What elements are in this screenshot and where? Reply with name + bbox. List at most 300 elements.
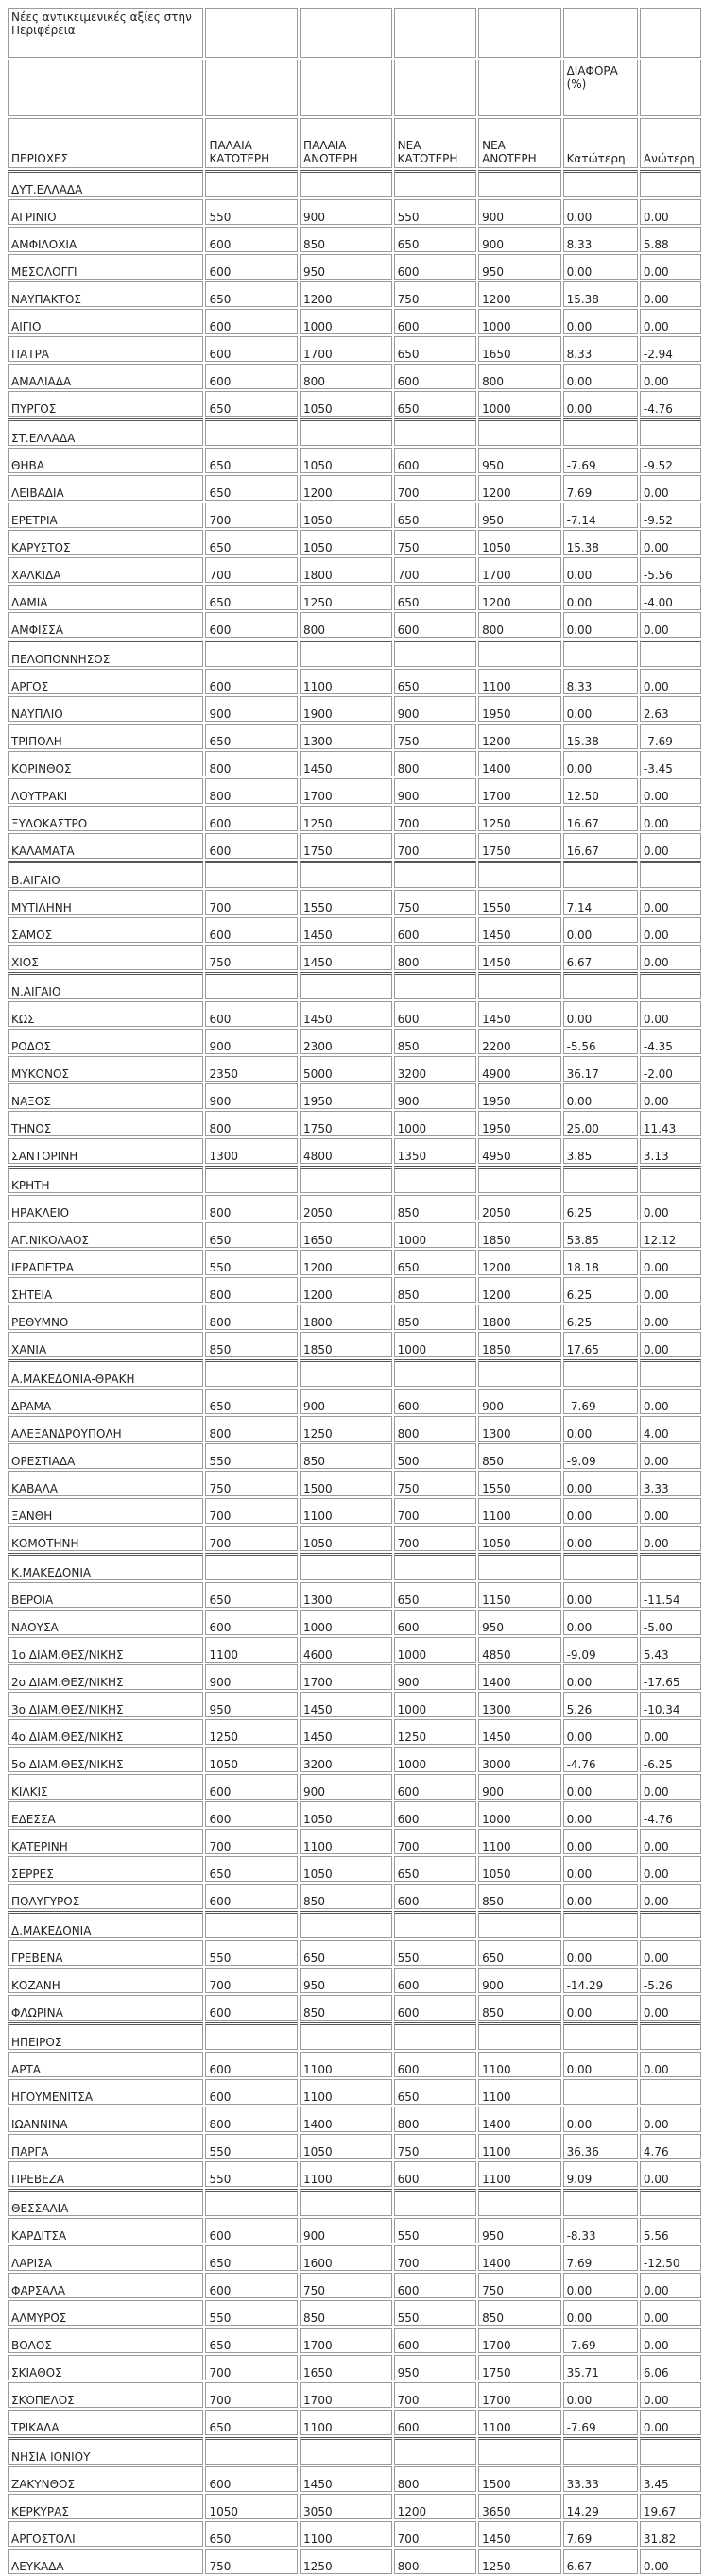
value-cell: 800 [394, 1416, 476, 1442]
value-cell: 1650 [478, 336, 560, 362]
value-cell: 1200 [478, 475, 560, 501]
value-cell: 1400 [300, 2107, 392, 2132]
value-cell: 750 [205, 1471, 298, 1496]
value-cell: 1850 [478, 1332, 560, 1357]
value-cell: -7.14 [563, 503, 638, 528]
table-row [8, 1582, 701, 1608]
objective-values-table [6, 6, 703, 2576]
value-cell: 0.00 [563, 1001, 638, 1027]
value-cell: 6.67 [563, 945, 638, 970]
value-cell: 800 [205, 1111, 298, 1136]
value-cell: 0.00 [563, 1083, 638, 1109]
area-name-cell: ΣΕΡΡΕΣ [8, 1856, 203, 1882]
value-cell: 1100 [478, 2161, 560, 2187]
area-name-cell: ΣΑΜΟΣ [8, 917, 203, 943]
value-cell: 700 [205, 557, 298, 583]
value-cell: 0.00 [563, 557, 638, 583]
value-cell: 1700 [300, 2382, 392, 2408]
value-cell: 650 [205, 1856, 298, 1882]
value-cell: 1950 [478, 1111, 560, 1136]
value-cell: 750 [394, 281, 476, 307]
area-name-cell: ΘΗΒΑ [8, 448, 203, 473]
value-cell: 3200 [300, 1747, 392, 1772]
value-cell: 1350 [394, 1138, 476, 1164]
value-cell: 0.00 [640, 2300, 701, 2326]
value-cell: 950 [478, 254, 560, 280]
value-cell: 6.25 [563, 1305, 638, 1330]
region-name: Δ.ΜΑΚΕΔΟΝΙΑ [8, 1911, 203, 1938]
table-row [8, 364, 701, 389]
area-name-cell: ΛΕΙΒΑΔΙΑ [8, 475, 203, 501]
value-cell: 650 [394, 1250, 476, 1275]
table-row [8, 1111, 701, 1136]
value-cell: 800 [300, 364, 392, 389]
region-name: Β.ΑΙΓΑΙΟ [8, 861, 203, 888]
value-cell: 0.00 [640, 1001, 701, 1027]
area-name-cell: ΕΡΕΤΡΙΑ [8, 503, 203, 528]
value-cell: 11.43 [640, 1111, 701, 1136]
value-cell: 700 [205, 503, 298, 528]
table-row [8, 2328, 701, 2353]
table-row [8, 475, 701, 501]
value-cell: 850 [394, 1195, 476, 1220]
area-name-cell: ΑΓ.ΝΙΚΟΛΑΟΣ [8, 1222, 203, 1248]
column-header: ΝΕΑ ΑΝΩΤΕΡΗ [478, 118, 560, 168]
table-row [8, 806, 701, 831]
value-cell: 1100 [300, 1829, 392, 1854]
value-cell: 550 [205, 2300, 298, 2326]
value-cell: 0.00 [640, 530, 701, 555]
table-row [8, 1277, 701, 1303]
table-row [8, 917, 701, 943]
value-cell: 800 [394, 2549, 476, 2574]
area-name-cell: ΑΜΑΛΙΑΔΑ [8, 364, 203, 389]
value-cell: -7.69 [563, 2328, 638, 2353]
value-cell: 7.69 [563, 475, 638, 501]
value-cell: 0.00 [563, 1610, 638, 1635]
value-cell: 600 [394, 2410, 476, 2435]
value-cell: 900 [205, 1083, 298, 1109]
value-cell: 4.00 [640, 1416, 701, 1442]
table-row [8, 1056, 701, 1082]
value-cell: 900 [478, 1968, 560, 1993]
table-row [8, 890, 701, 915]
area-name-cell: ΚΑΒΑΛΑ [8, 1471, 203, 1496]
value-cell: 1200 [478, 724, 560, 749]
area-name-cell: ΚΑΡΥΣΤΟΣ [8, 530, 203, 555]
value-cell: 1050 [478, 530, 560, 555]
area-name-cell: 1ο ΔΙΑΜ.ΘΕΣ/ΝΙΚΗΣ [8, 1637, 203, 1663]
region-row [8, 1166, 701, 1193]
area-name-cell: ΜΥΚΟΝΟΣ [8, 1056, 203, 1082]
value-cell: 0.00 [563, 696, 638, 722]
value-cell: 0.00 [640, 1305, 701, 1330]
region-name: ΘΕΣΣΑΛΙΑ [8, 2189, 203, 2216]
value-cell: 1050 [300, 391, 392, 417]
diff-header-row [8, 60, 701, 116]
value-cell: 0.00 [640, 1498, 701, 1524]
column-header-row [8, 118, 701, 168]
value-cell: 750 [205, 945, 298, 970]
column-header: ΠΕΡΙΟΧΕΣ [8, 118, 203, 168]
value-cell: 1700 [478, 2382, 560, 2408]
value-cell: 1900 [300, 696, 392, 722]
value-cell: 1300 [478, 1692, 560, 1717]
region-row [8, 418, 701, 446]
area-name-cell: ΙΕΡΑΠΕΤΡΑ [8, 1250, 203, 1275]
value-cell: 900 [478, 199, 560, 225]
value-cell: 31.82 [640, 2521, 701, 2547]
value-cell: 1300 [205, 1138, 298, 1164]
value-cell: -2.00 [640, 1056, 701, 1082]
value-cell: 600 [205, 2273, 298, 2298]
value-cell: 650 [205, 448, 298, 473]
area-name-cell: ΑΛΜΥΡΟΣ [8, 2300, 203, 2326]
value-cell: 0.00 [563, 1664, 638, 1690]
value-cell: 3000 [478, 1747, 560, 1772]
region-row [8, 2437, 701, 2465]
value-cell: 19.67 [640, 2494, 701, 2519]
value-cell: 4800 [300, 1138, 392, 1164]
value-cell: 1100 [478, 2079, 560, 2105]
value-cell: 600 [205, 309, 298, 334]
value-cell: 1000 [478, 1801, 560, 1827]
region-name: Α.ΜΑΚΕΔΟΝΙΑ-ΘΡΑΚΗ [8, 1359, 203, 1387]
area-name-cell: ΧΑΛΚΙΔΑ [8, 557, 203, 583]
value-cell: 650 [205, 2521, 298, 2547]
region-row [8, 2022, 701, 2050]
value-cell: 8.33 [563, 227, 638, 252]
value-cell: 800 [300, 612, 392, 638]
area-name-cell: ΒΕΡΟΙΑ [8, 1582, 203, 1608]
table-body [8, 8, 701, 2574]
value-cell: 1100 [300, 2161, 392, 2187]
value-cell: 800 [478, 612, 560, 638]
value-cell: 0.00 [640, 2273, 701, 2298]
value-cell: 950 [478, 448, 560, 473]
value-cell: 0.00 [640, 1884, 701, 1909]
value-cell: 1050 [205, 1747, 298, 1772]
value-cell: 1050 [300, 2134, 392, 2159]
value-cell: 650 [394, 1856, 476, 1882]
table-row [8, 724, 701, 749]
region-name: Ν.ΑΙΓΑΙΟ [8, 972, 203, 999]
value-cell: 1100 [478, 2410, 560, 2435]
value-cell: -5.56 [563, 1029, 638, 1054]
value-cell: 650 [394, 1582, 476, 1608]
area-name-cell: 5ο ΔΙΑΜ.ΘΕΣ/ΝΙΚΗΣ [8, 1747, 203, 1772]
table-row [8, 391, 701, 417]
value-cell: -4.35 [640, 1029, 701, 1054]
value-cell: 2200 [478, 1029, 560, 1054]
area-name-cell: ΛΑΜΙΑ [8, 585, 203, 610]
value-cell: 1000 [394, 1637, 476, 1663]
value-cell: 1250 [300, 1416, 392, 1442]
value-cell: 600 [205, 1774, 298, 1800]
value-cell: 800 [394, 2466, 476, 2492]
value-cell: 1450 [478, 945, 560, 970]
value-cell: 600 [394, 917, 476, 943]
value-cell: 600 [394, 364, 476, 389]
value-cell: 1400 [478, 1664, 560, 1690]
value-cell: 4900 [478, 1056, 560, 1082]
area-name-cell: ΣΚΟΠΕΛΟΣ [8, 2382, 203, 2408]
value-cell: 1450 [300, 2466, 392, 2492]
value-cell: 950 [478, 2218, 560, 2243]
value-cell: 1250 [300, 806, 392, 831]
value-cell: 2050 [300, 1195, 392, 1220]
value-cell: 600 [394, 2161, 476, 2187]
region-name: ΠΕΛΟΠΟΝΝΗΣΟΣ [8, 640, 203, 667]
area-name-cell: ΔΡΑΜΑ [8, 1389, 203, 1414]
value-cell: 800 [205, 1305, 298, 1330]
value-cell: 600 [205, 806, 298, 831]
value-cell: 650 [205, 1222, 298, 1248]
area-name-cell: ΜΥΤΙΛΗΝΗ [8, 890, 203, 915]
value-cell: 650 [394, 669, 476, 694]
table-row [8, 1801, 701, 1827]
value-cell: 650 [394, 2079, 476, 2105]
value-cell: 600 [205, 254, 298, 280]
table-row [8, 1083, 701, 1109]
value-cell: 850 [205, 1332, 298, 1357]
value-cell: 650 [205, 281, 298, 307]
value-cell: 6.25 [563, 1195, 638, 1220]
value-cell: -4.76 [640, 1801, 701, 1827]
value-cell: 15.38 [563, 724, 638, 749]
value-cell: 850 [394, 1029, 476, 1054]
value-cell: 1000 [478, 391, 560, 417]
value-cell: 850 [394, 1305, 476, 1330]
value-cell: 0.00 [640, 612, 701, 638]
area-name-cell: ΚΟΡΙΝΘΟΣ [8, 751, 203, 776]
value-cell: 550 [205, 2134, 298, 2159]
table-row [8, 1884, 701, 1909]
value-cell: 1700 [478, 778, 560, 804]
value-cell: 1550 [478, 1471, 560, 1496]
table-row [8, 1222, 701, 1248]
area-name-cell: ΣΗΤΕΙΑ [8, 1277, 203, 1303]
value-cell: 1700 [478, 557, 560, 583]
area-name-cell: ΖΑΚΥΝΘΟΣ [8, 2466, 203, 2492]
area-name-cell: ΦΛΩΡΙΝΑ [8, 1995, 203, 2021]
value-cell: 1550 [300, 890, 392, 915]
value-cell: 700 [394, 806, 476, 831]
value-cell: 1200 [478, 585, 560, 610]
value-cell: 700 [394, 475, 476, 501]
value-cell: 0.00 [640, 669, 701, 694]
value-cell: 950 [478, 1610, 560, 1635]
value-cell: 12.12 [640, 1222, 701, 1248]
value-cell: 1300 [300, 724, 392, 749]
value-cell: 0.00 [640, 281, 701, 307]
value-cell: 1200 [300, 281, 392, 307]
value-cell: 0.00 [563, 309, 638, 334]
value-cell: 650 [394, 227, 476, 252]
table-row [8, 1692, 701, 1717]
table-row [8, 2521, 701, 2547]
value-cell: 600 [394, 1801, 476, 1827]
value-cell: 1750 [300, 833, 392, 859]
value-cell: 1550 [478, 890, 560, 915]
value-cell: 0.00 [640, 1083, 701, 1109]
value-cell: 600 [205, 669, 298, 694]
value-cell: 550 [205, 1940, 298, 1966]
value-cell: 750 [394, 724, 476, 749]
table-row [8, 1637, 701, 1663]
value-cell: 550 [394, 199, 476, 225]
table-row [8, 1416, 701, 1442]
table-row [8, 254, 701, 280]
value-cell: 900 [205, 696, 298, 722]
table-row [8, 1995, 701, 2021]
region-name: ΔΥΤ.ΕΛΛΑΔΑ [8, 170, 203, 197]
value-cell: 7.69 [563, 2521, 638, 2547]
value-cell: 1050 [300, 503, 392, 528]
table-row [8, 1389, 701, 1414]
area-name-cell: ΝΑΥΠΛΙΟ [8, 696, 203, 722]
value-cell: 3.45 [640, 2466, 701, 2492]
table-row [8, 448, 701, 473]
value-cell: 16.67 [563, 806, 638, 831]
value-cell: 1700 [300, 1664, 392, 1690]
region-name: ΚΡΗΤΗ [8, 1166, 203, 1193]
value-cell: 700 [394, 2521, 476, 2547]
value-cell: 1050 [300, 448, 392, 473]
area-name-cell: ΒΟΛΟΣ [8, 2328, 203, 2353]
value-cell: -6.25 [640, 1747, 701, 1772]
value-cell: 1950 [300, 1083, 392, 1109]
table-row [8, 336, 701, 362]
area-name-cell: ΛΑΡΙΣΑ [8, 2245, 203, 2271]
value-cell: 600 [394, 1610, 476, 1635]
value-cell: 900 [478, 1774, 560, 1800]
value-cell: 600 [205, 2052, 298, 2077]
value-cell: 1000 [394, 1332, 476, 1357]
value-cell: 1450 [478, 2521, 560, 2547]
value-cell: 0.00 [640, 890, 701, 915]
value-cell: 3050 [300, 2494, 392, 2519]
value-cell: 15.38 [563, 281, 638, 307]
value-cell: 750 [478, 2273, 560, 2298]
value-cell: 0.00 [640, 199, 701, 225]
area-name-cell: ΠΡΕΒΕΖΑ [8, 2161, 203, 2187]
value-cell: 4600 [300, 1637, 392, 1663]
value-cell: 3.13 [640, 1138, 701, 1164]
value-cell: 1400 [478, 2245, 560, 2271]
value-cell: 850 [300, 2300, 392, 2326]
value-cell: 600 [394, 448, 476, 473]
value-cell: 600 [205, 612, 298, 638]
value-cell: 800 [205, 778, 298, 804]
value-cell: 850 [478, 1884, 560, 1909]
table-row [8, 2161, 701, 2187]
value-cell: 1200 [300, 1250, 392, 1275]
value-cell: 1300 [478, 1416, 560, 1442]
value-cell: 1500 [300, 1471, 392, 1496]
table-row [8, 1305, 701, 1330]
value-cell: 600 [205, 1995, 298, 2021]
area-name-cell: ΟΡΕΣΤΙΑΔΑ [8, 1443, 203, 1469]
table-row [8, 1138, 701, 1164]
value-cell: 16.67 [563, 833, 638, 859]
value-cell: 1700 [478, 2328, 560, 2353]
value-cell: 1200 [478, 1277, 560, 1303]
value-cell: 1200 [394, 2494, 476, 2519]
table-row [8, 696, 701, 722]
value-cell: 1600 [300, 2245, 392, 2271]
column-header: ΝΕΑ ΚΑΤΩΤΕΡΗ [394, 118, 476, 168]
value-cell: 700 [394, 1498, 476, 1524]
region-row [8, 861, 701, 888]
value-cell: 800 [478, 364, 560, 389]
value-cell: -12.50 [640, 2245, 701, 2271]
value-cell: 850 [300, 227, 392, 252]
value-cell: 0.00 [563, 1774, 638, 1800]
value-cell: 800 [205, 1416, 298, 1442]
value-cell: 550 [205, 1250, 298, 1275]
value-cell: 9.09 [563, 2161, 638, 2187]
region-row [8, 170, 701, 197]
value-cell: 700 [205, 1829, 298, 1854]
value-cell: 750 [394, 530, 476, 555]
value-cell: -7.69 [563, 2410, 638, 2435]
value-cell: -9.09 [563, 1443, 638, 1469]
value-cell: 650 [394, 336, 476, 362]
region-name: ΣΤ.ΕΛΛΑΔΑ [8, 418, 203, 446]
value-cell: 750 [394, 890, 476, 915]
value-cell: 7.69 [563, 2245, 638, 2271]
value-cell: 900 [300, 2218, 392, 2243]
table-row [8, 1940, 701, 1966]
value-cell: 36.36 [563, 2134, 638, 2159]
value-cell: 600 [205, 364, 298, 389]
value-cell: 1450 [300, 1692, 392, 1717]
value-cell [563, 2079, 638, 2105]
value-cell: 1250 [300, 2549, 392, 2574]
value-cell: 1100 [205, 1637, 298, 1663]
value-cell: 1700 [300, 778, 392, 804]
value-cell: 6.67 [563, 2549, 638, 2574]
area-name-cell: ΡΟΔΟΣ [8, 1029, 203, 1054]
value-cell: 950 [394, 2355, 476, 2380]
table-row [8, 1774, 701, 1800]
value-cell: 900 [478, 1389, 560, 1414]
value-cell: 1650 [300, 2355, 392, 2380]
value-cell: 1450 [300, 1719, 392, 1745]
value-cell: 1250 [205, 1719, 298, 1745]
table-row [8, 227, 701, 252]
value-cell: 0.00 [640, 1332, 701, 1357]
area-name-cell: ΑΡΓΟΣ [8, 669, 203, 694]
area-name-cell: ΝΑΞΟΣ [8, 1083, 203, 1109]
value-cell: 600 [205, 336, 298, 362]
value-cell: 1650 [300, 1222, 392, 1248]
area-name-cell: ΛΕΥΚΑΔΑ [8, 2549, 203, 2574]
value-cell: 1450 [300, 917, 392, 943]
value-cell: 0.00 [563, 1582, 638, 1608]
value-cell: 0.00 [563, 1719, 638, 1745]
value-cell: 600 [394, 2328, 476, 2353]
value-cell: 0.00 [640, 806, 701, 831]
value-cell: 600 [394, 1995, 476, 2021]
value-cell: 600 [205, 2079, 298, 2105]
value-cell: 1050 [300, 530, 392, 555]
area-name-cell: ΜΕΣΟΛΟΓΓΙ [8, 254, 203, 280]
value-cell: 1250 [478, 806, 560, 831]
value-cell: 5.88 [640, 227, 701, 252]
value-cell: 0.00 [563, 751, 638, 776]
